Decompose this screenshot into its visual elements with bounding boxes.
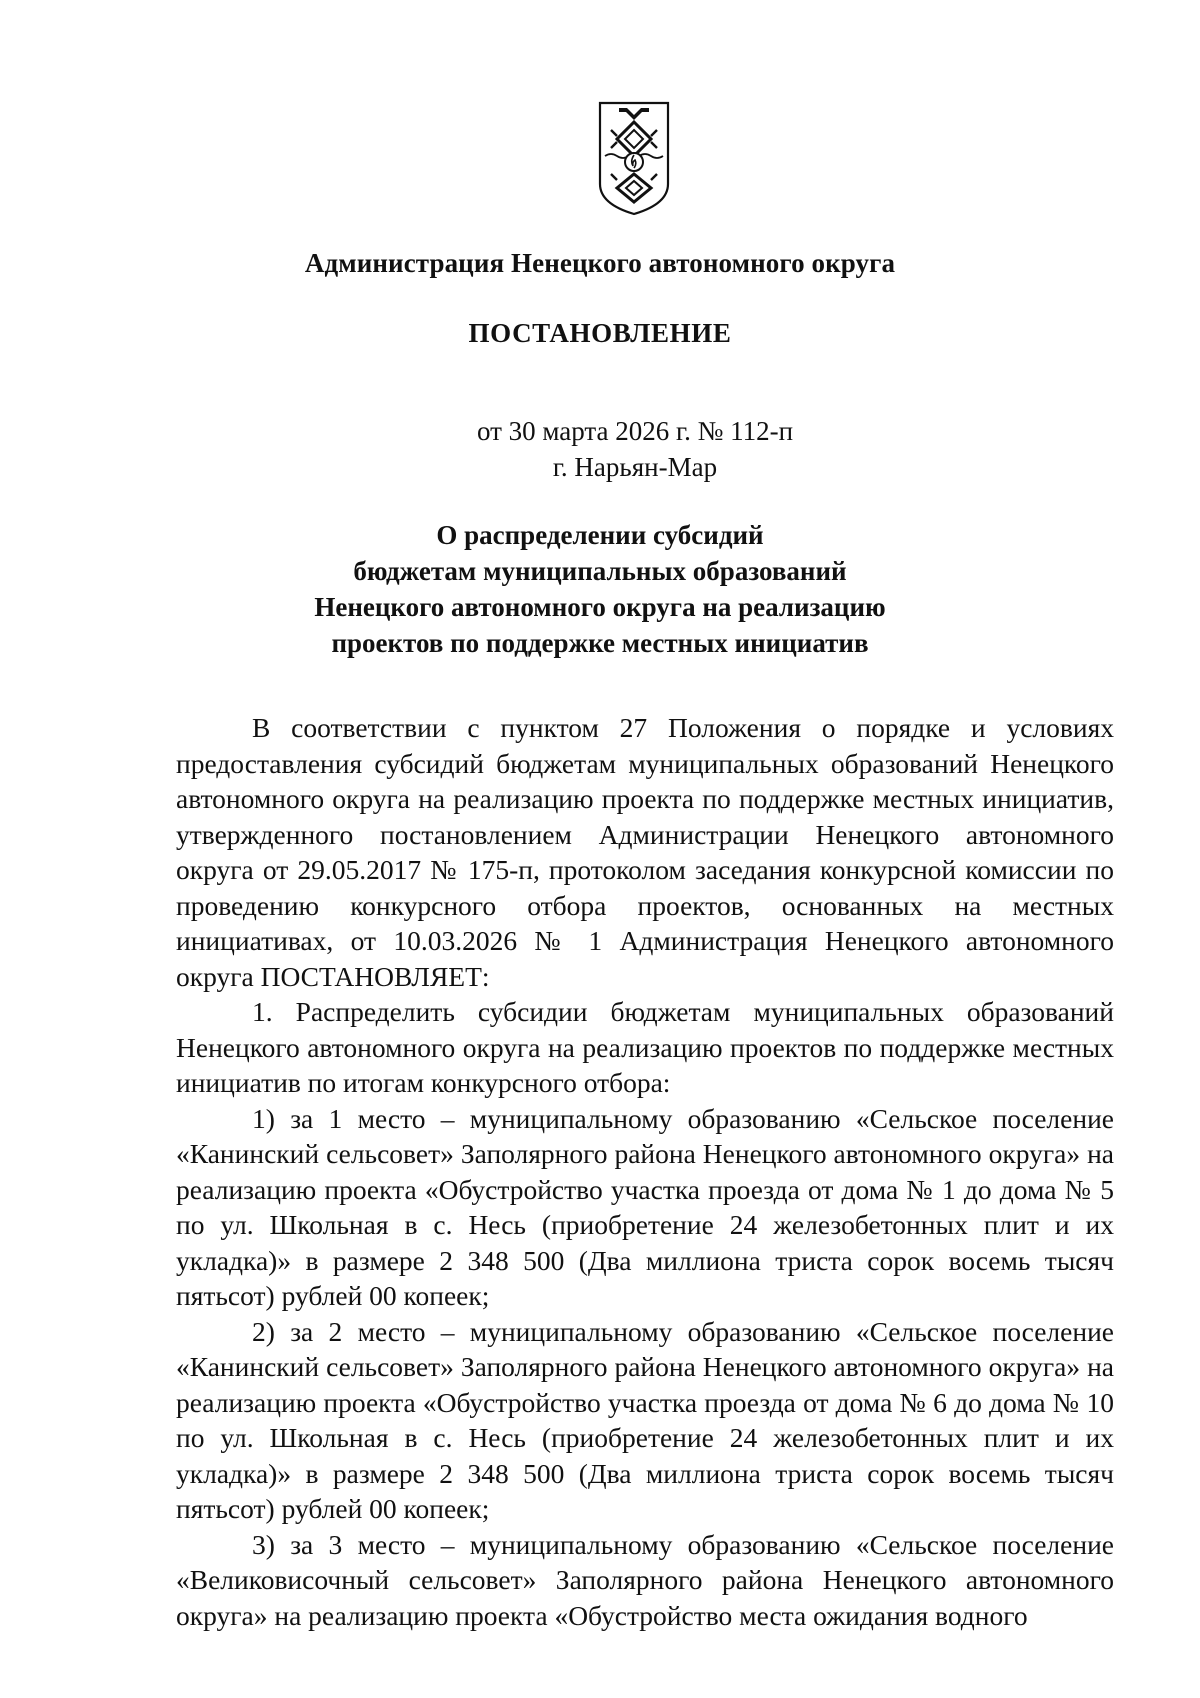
- document-type: ПОСТАНОВЛЕНИЕ: [468, 318, 732, 348]
- subject-line: О распределении субсидий: [436, 520, 764, 550]
- document-body: [176, 710, 1114, 1633]
- date-block: [0, 413, 1200, 485]
- organization-title: Администрация Ненецкого автономного округа: [304, 248, 896, 278]
- preamble-paragraph: В соответствии с пунктом 27 Положения о порядке и условиях предоставления субсидий бюджетам муниципальных образований Ненецкого автономного округа на реализацию проекта по поддержке местных инициатив, утвержденного постановлением Администрации Ненецкого автономного округа от 29.05.2017 № 175-п, протоколом заседания конкурсной комиссии по проведению конкурсного отбора проектов, основанных на местных инициативах, от 10.03.2026 № 1 Администрация Ненецкого автономного округа ПОСТАНОВЛЯЕТ:: [176, 712, 1114, 992]
- subject-line: проектов по поддержке местных инициатив: [331, 628, 869, 658]
- city: г. Нарьян-Мар: [552, 452, 718, 482]
- coat-of-arms-icon: [597, 100, 671, 218]
- subitem-paragraph: 1) за 1 место – муниципальному образованию «Сельское поселение «Канинский сельсовет» Заполярного района Ненецкого автономного округа» на реализацию проекта «Обустройство участка проезда от дома № 1 до дома № 5 по ул. Школьная в с. Несь (приобретение 24 железобетонных плит и их укладка)» в размере 2 348 500 (Два миллиона триста сорок восемь тысяч пятьсот) рублей 00 копеек;: [176, 1102, 1114, 1311]
- subject-line: Ненецкого автономного округа на реализацию: [314, 592, 886, 622]
- subject-title: [0, 517, 1200, 661]
- item-paragraph: 1. Распределить субсидии бюджетам муниципальных образований Ненецкого автономного округа на реализацию проектов по поддержке местных инициатив по итогам конкурсного отбора:: [176, 996, 1114, 1098]
- subitem-paragraph: 3) за 3 место – муниципальному образованию «Сельское поселение «Великовисочный сельсовет» Заполярного района Ненецкого автономного округа» на реализацию проекта «Обустройство места ожидания водного: [176, 1528, 1114, 1631]
- subitem-paragraph: 2) за 2 место – муниципальному образованию «Сельское поселение «Канинский сельсовет» Заполярного района Ненецкого автономного округа» на реализацию проекта «Обустройство участка проезда от дома № 6 до дома № 10 по ул. Школьная в с. Несь (приобретение 24 железобетонных плит и их укладка)» в размере 2 348 500 (Два миллиона триста сорок восемь тысяч пятьсот) рублей 00 копеек;: [176, 1315, 1114, 1524]
- date-number: от 30 марта 2026 г. № 112-п: [476, 416, 794, 446]
- subject-line: бюджетам муниципальных образований: [353, 556, 847, 586]
